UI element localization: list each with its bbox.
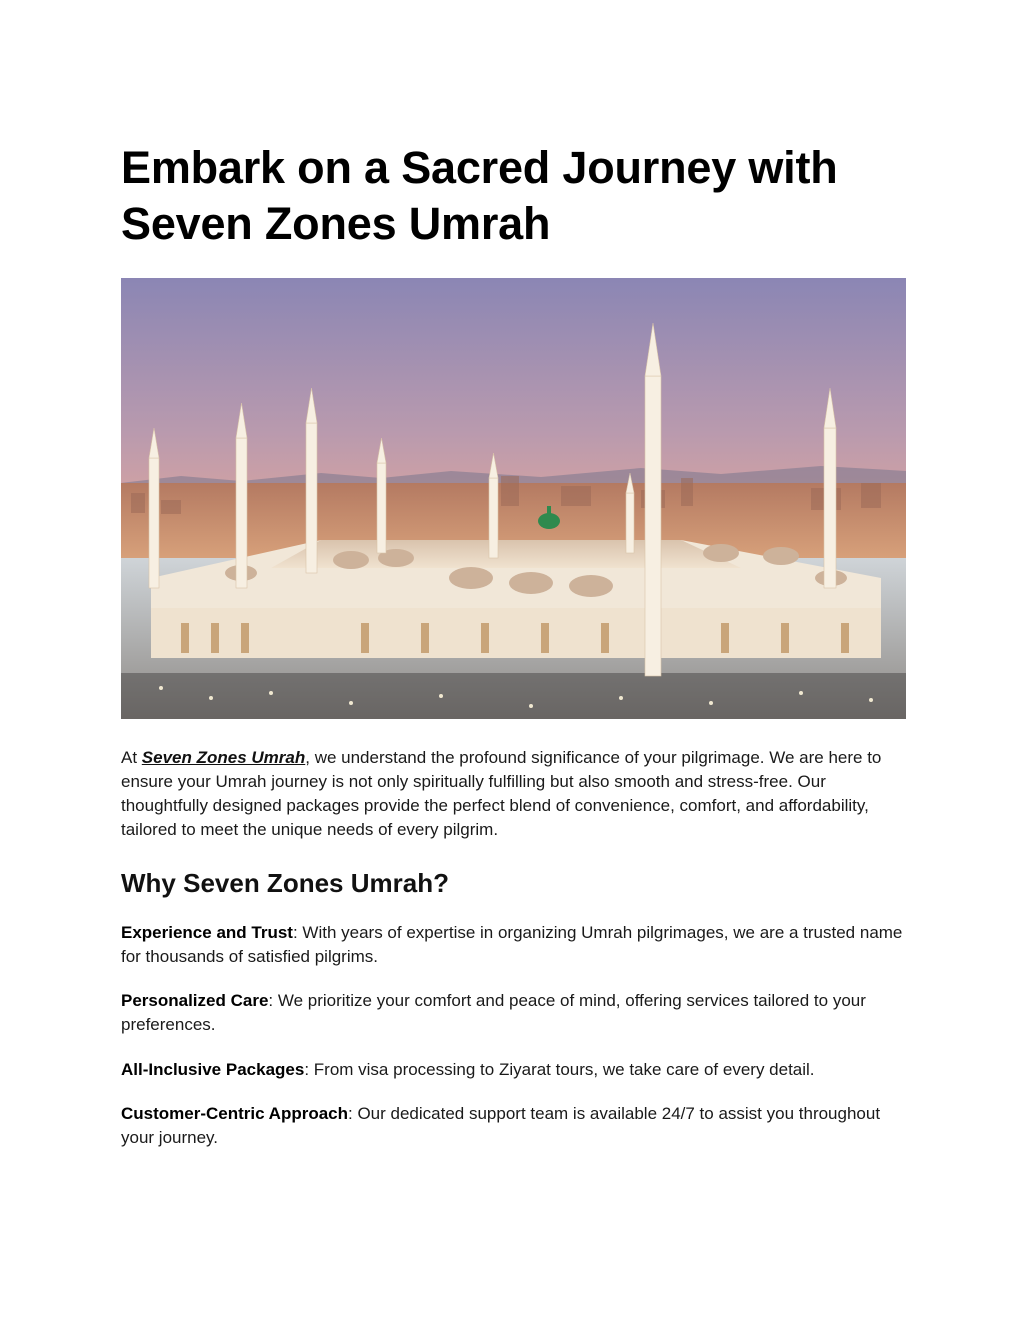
hero-image — [121, 278, 906, 719]
intro-prefix: At — [121, 748, 142, 767]
item-term: All-Inclusive Packages — [121, 1060, 305, 1079]
item-term: Experience and Trust — [121, 923, 293, 942]
section-heading: Why Seven Zones Umrah? — [121, 868, 449, 898]
item-text: : With years of expertise in organizing Umrah pilgrimages, we are a trusted name for thousands of satisfied pilgrims. — [121, 923, 903, 966]
item-term: Customer-Centric Approach — [121, 1104, 349, 1123]
intro-paragraph — [121, 746, 905, 842]
brand-link[interactable]: Seven Zones Umrah — [141, 748, 306, 767]
item-text: : We prioritize your comfort and peace of mind, offering services tailored to your preferences. — [121, 991, 866, 1034]
list-item — [121, 989, 905, 1037]
item-text: : From visa processing to Ziyarat tours, we take care of every detail. — [304, 1060, 815, 1079]
list-item — [121, 1058, 905, 1082]
item-term: Personalized Care — [121, 991, 269, 1010]
list-item — [121, 921, 905, 969]
list-item — [121, 1102, 905, 1150]
page-title: Embark on a Sacred Journey with Seven Zones Umrah — [121, 142, 838, 249]
intro-text: , we understand the profound significance of your pilgrimage. We are here to ensure your Umrah journey is not only spiritually fulfilling but also smooth and stress-free. Our thoughtfully designed packages provide the perfect blend of convenience, comfort, and affordability, tailored to meet the unique needs of every pilgrim. — [121, 748, 882, 839]
item-text: : Our dedicated support team is available 24/7 to assist you throughout your journey. — [121, 1104, 881, 1147]
